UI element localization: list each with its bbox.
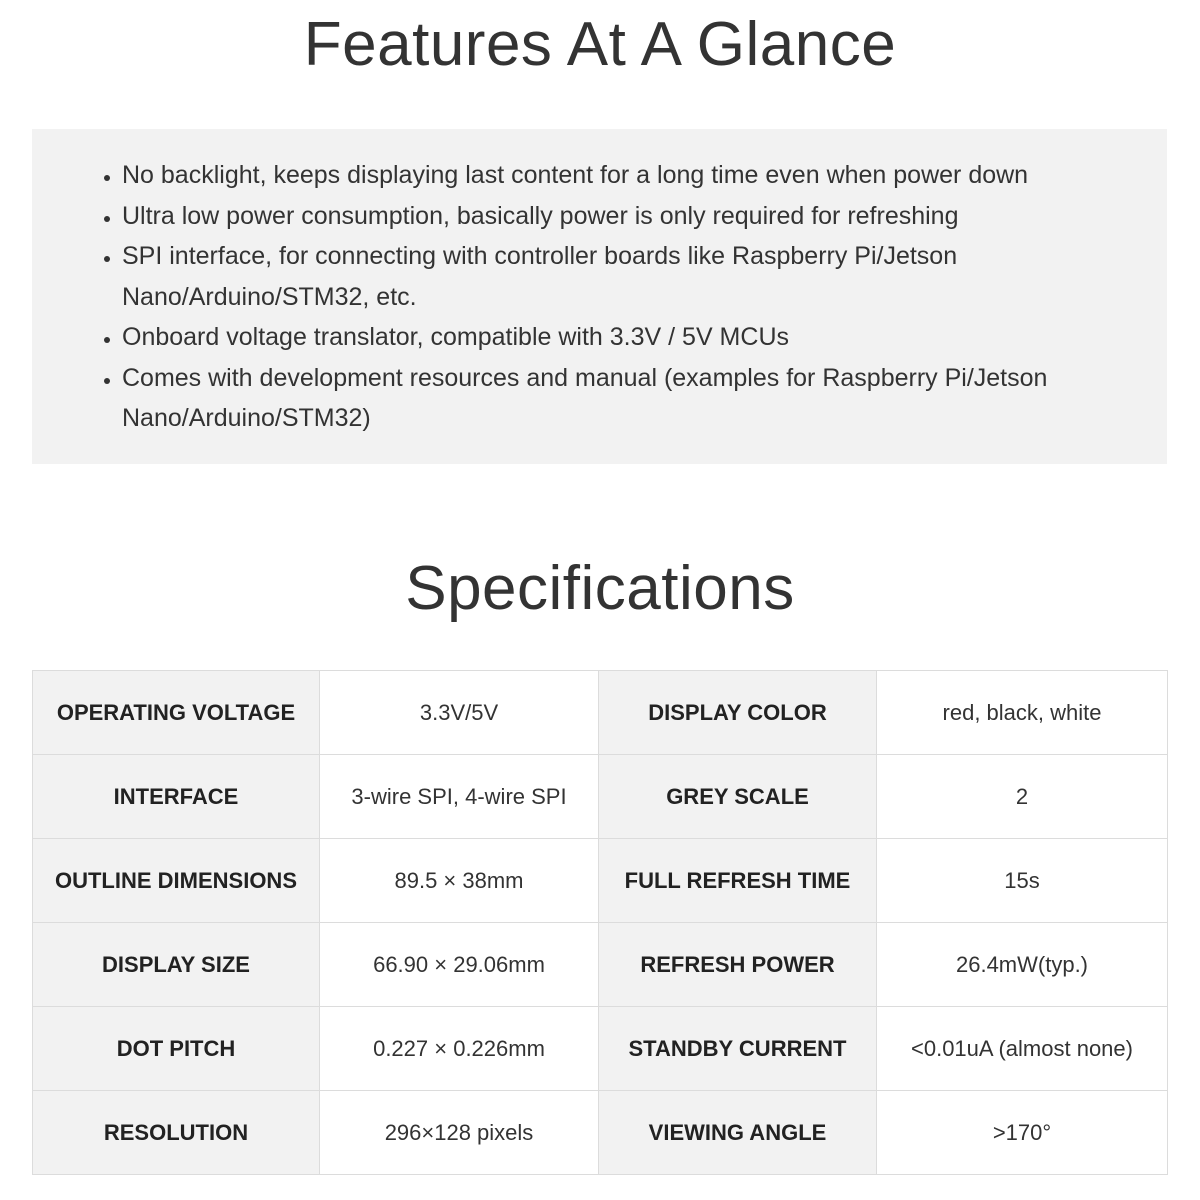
spec-label: OPERATING VOLTAGE xyxy=(33,671,320,755)
spec-value: red, black, white xyxy=(877,671,1168,755)
spec-value: 3.3V/5V xyxy=(320,671,599,755)
spec-label: OUTLINE DIMENSIONS xyxy=(33,839,320,923)
table-row xyxy=(33,755,1168,839)
feature-item: • SPI interface, for connecting with controller boards like Raspberry Pi/Jetson Nano/Arduino/STM32, etc. xyxy=(122,236,1147,317)
feature-item: • Ultra low power consumption, basically power is only required for refreshing xyxy=(122,196,1147,237)
spec-label: VIEWING ANGLE xyxy=(599,1091,877,1175)
spec-value: 89.5 × 38mm xyxy=(320,839,599,923)
table-row xyxy=(33,671,1168,755)
spec-value: <0.01uA (almost none) xyxy=(877,1007,1168,1091)
features-list xyxy=(90,155,1147,439)
specifications-table xyxy=(32,670,1168,1175)
spec-label: DOT PITCH xyxy=(33,1007,320,1091)
spec-label: FULL REFRESH TIME xyxy=(599,839,877,923)
spec-value: 26.4mW(typ.) xyxy=(877,923,1168,1007)
spec-label: RESOLUTION xyxy=(33,1091,320,1175)
spec-value: 66.90 × 29.06mm xyxy=(320,923,599,1007)
spec-value: 296×128 pixels xyxy=(320,1091,599,1175)
feature-item: • Onboard voltage translator, compatible with 3.3V / 5V MCUs xyxy=(122,317,1147,358)
table-row xyxy=(33,1091,1168,1175)
features-panel xyxy=(32,129,1167,464)
feature-item: • No backlight, keeps displaying last content for a long time even when power down xyxy=(122,155,1147,196)
spec-label: INTERFACE xyxy=(33,755,320,839)
feature-item: • Comes with development resources and manual (examples for Raspberry Pi/Jetson Nano/Arduino/STM32) xyxy=(122,358,1147,439)
spec-value: 0.227 × 0.226mm xyxy=(320,1007,599,1091)
specifications-title: Specifications xyxy=(405,554,795,623)
spec-label: STANDBY CURRENT xyxy=(599,1007,877,1091)
spec-value: >170° xyxy=(877,1091,1168,1175)
table-row xyxy=(33,923,1168,1007)
spec-label: REFRESH POWER xyxy=(599,923,877,1007)
spec-label: GREY SCALE xyxy=(599,755,877,839)
spec-value: 15s xyxy=(877,839,1168,923)
features-title: Features At A Glance xyxy=(303,10,897,79)
spec-label: DISPLAY COLOR xyxy=(599,671,877,755)
spec-value: 3-wire SPI, 4-wire SPI xyxy=(320,755,599,839)
table-row xyxy=(33,839,1168,923)
spec-label: DISPLAY SIZE xyxy=(33,923,320,1007)
table-row xyxy=(33,1007,1168,1091)
spec-value: 2 xyxy=(877,755,1168,839)
